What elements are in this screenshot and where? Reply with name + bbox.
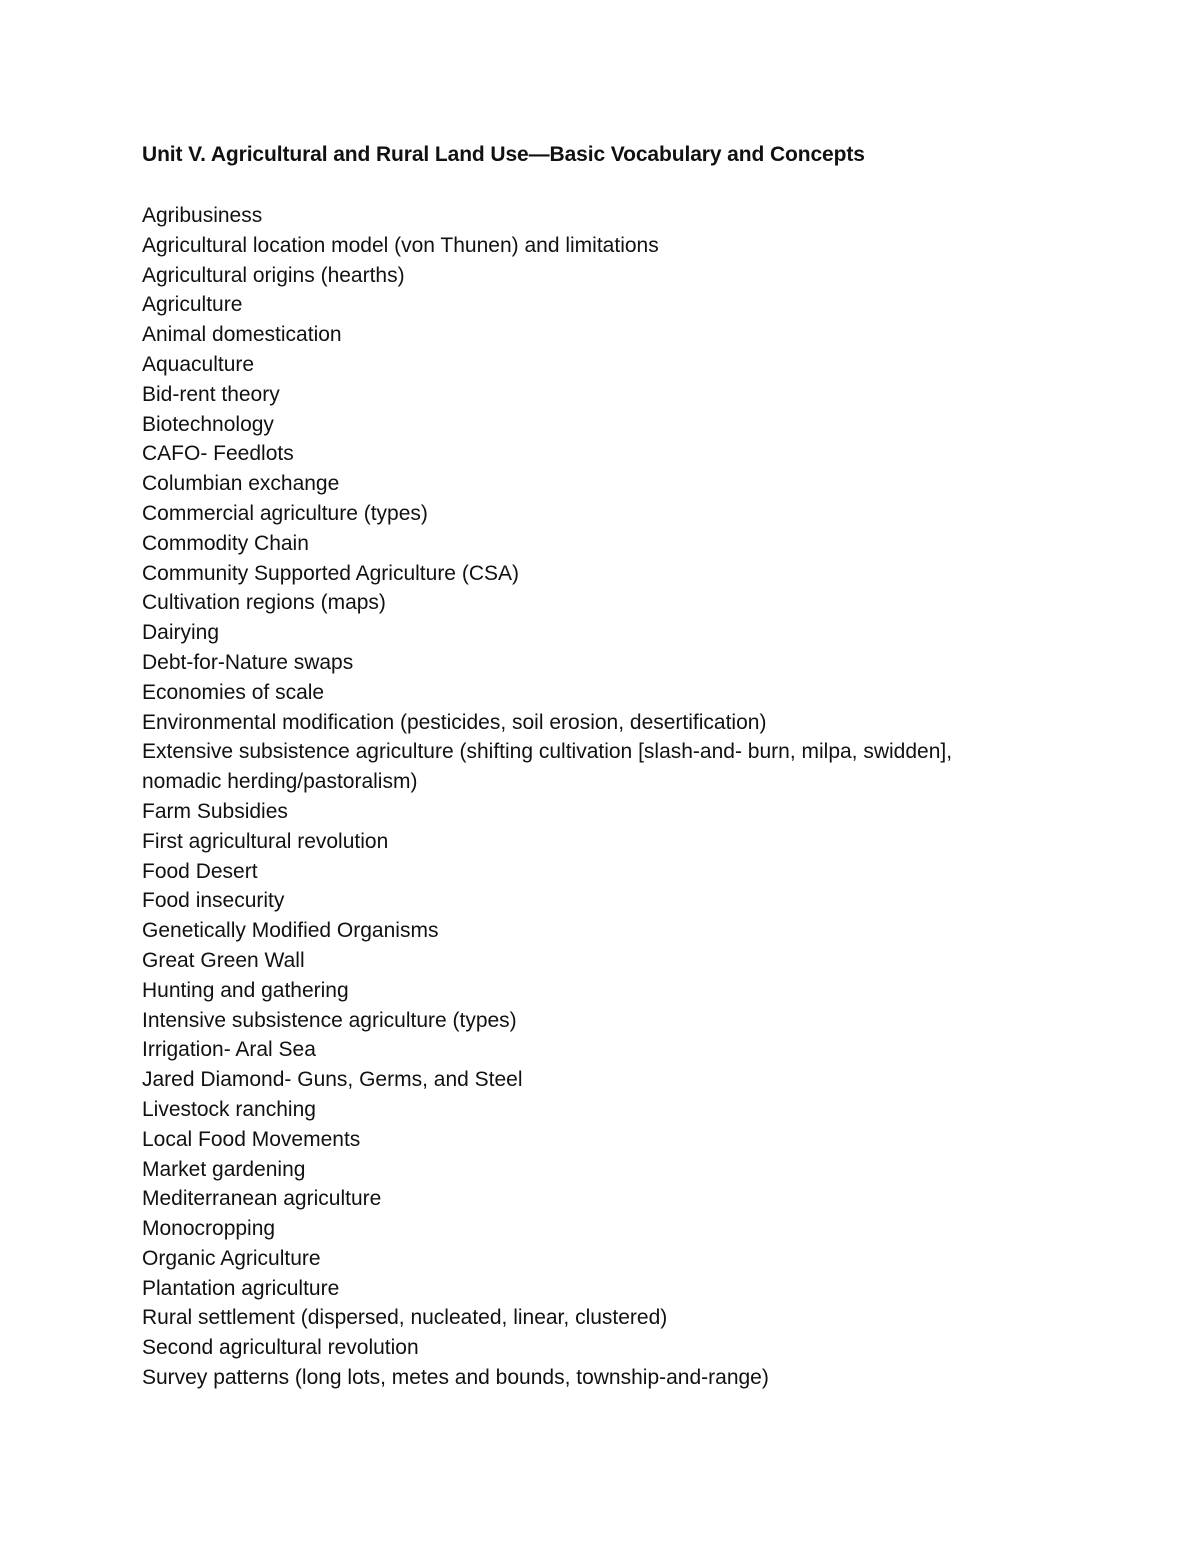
vocabulary-term: Second agricultural revolution [142, 1336, 419, 1360]
vocabulary-term: Aquaculture [142, 352, 255, 376]
vocabulary-term: Dairying [142, 621, 220, 645]
vocabulary-term: First agricultural revolution [142, 829, 389, 853]
vocabulary-term: Intensive subsistence agriculture (types) [142, 1008, 517, 1032]
vocabulary-term: Commodity Chain [142, 531, 309, 555]
vocabulary-term: Extensive subsistence agriculture (shifting cultivation [slash-and- burn, milpa, swidden], nomadic herding/pastoralism) [142, 740, 953, 794]
vocabulary-term: Biotechnology [142, 412, 274, 436]
vocabulary-term: Jared Diamond- Guns, Germs, and Steel [142, 1068, 523, 1092]
vocabulary-term: Plantation agriculture [142, 1276, 340, 1300]
vocabulary-term: Animal domestication [142, 323, 342, 347]
vocabulary-term: Survey patterns (long lots, metes and bounds, township-and-range) [142, 1366, 769, 1390]
vocabulary-term: Economies of scale [142, 680, 325, 704]
vocabulary-term: Agricultural location model (von Thunen) and limitations [142, 233, 659, 257]
vocabulary-term: Bid-rent theory [142, 382, 280, 406]
vocabulary-term: Debt-for-Nature swaps [142, 650, 354, 674]
document-title: Unit V. Agricultural and Rural Land Use—Basic Vocabulary and Concepts [142, 143, 865, 166]
vocabulary-term: Columbian exchange [142, 472, 340, 496]
vocabulary-term: Market gardening [142, 1157, 306, 1181]
vocabulary-term: Livestock ranching [142, 1097, 316, 1121]
vocabulary-term: Great Green Wall [142, 948, 305, 972]
vocabulary-term: Commercial agriculture (types) [142, 501, 428, 525]
vocabulary-term: Monocropping [142, 1217, 276, 1241]
vocabulary-term: Agriculture [142, 293, 243, 317]
vocabulary-term: CAFO- Feedlots [142, 442, 294, 466]
vocabulary-term: Farm Subsidies [142, 799, 288, 823]
vocabulary-term: Food insecurity [142, 889, 285, 913]
vocabulary-term: Organic Agriculture [142, 1246, 321, 1270]
vocabulary-term: Hunting and gathering [142, 978, 349, 1002]
vocabulary-list [142, 201, 1042, 1393]
vocabulary-term: Environmental modification (pesticides, soil erosion, desertification) [142, 710, 767, 734]
vocabulary-term: Agricultural origins (hearths) [142, 263, 405, 287]
vocabulary-term: Rural settlement (dispersed, nucleated, linear, clustered) [142, 1306, 668, 1330]
vocabulary-term: Irrigation- Aral Sea [142, 1038, 316, 1062]
vocabulary-term: Community Supported Agriculture (CSA) [142, 561, 519, 585]
vocabulary-term: Food Desert [142, 859, 258, 883]
vocabulary-term: Agribusiness [142, 204, 263, 227]
vocabulary-term: Genetically Modified Organisms [142, 919, 439, 943]
vocabulary-term: Local Food Movements [142, 1127, 361, 1151]
vocabulary-term: Cultivation regions (maps) [142, 591, 386, 615]
vocabulary-term: Mediterranean agriculture [142, 1187, 382, 1211]
